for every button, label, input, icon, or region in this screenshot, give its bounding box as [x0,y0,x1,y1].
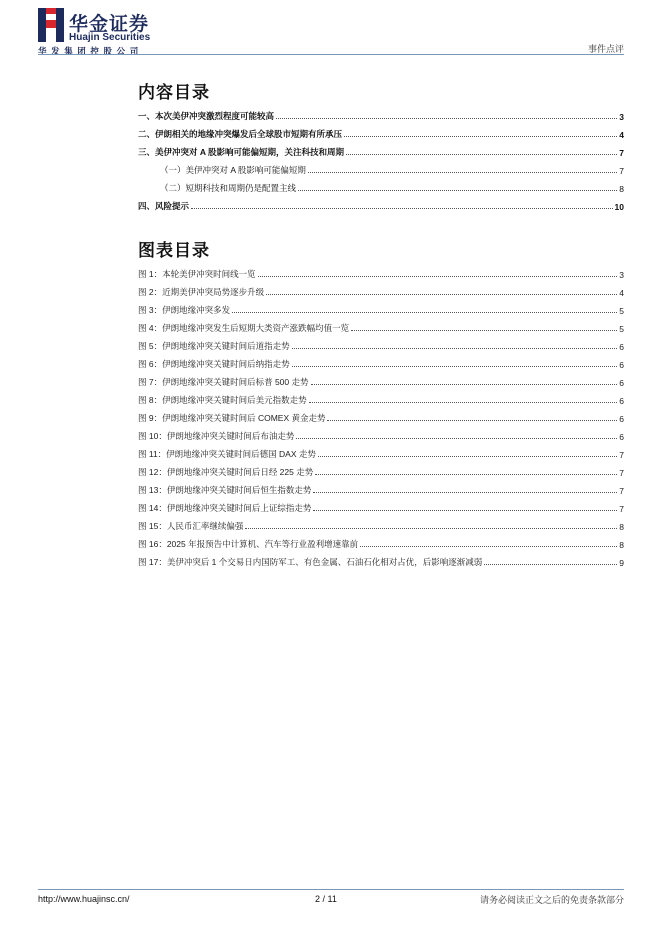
report-type-label: 事件点评 [587,44,624,54]
toc-entry-3-1[interactable] [160,162,624,176]
figure-entry-page: 5 [619,324,624,334]
toc-leader-dots [351,330,617,331]
figure-entry-page: 8 [619,540,624,550]
figure-entry-page: 6 [619,360,624,370]
footer-website-link[interactable]: http://www.huajinsc.cn/ [38,894,130,904]
page-header [0,0,662,60]
figure-entry-page: 6 [619,432,624,442]
logo-chinese-name: 华金证券 [69,14,150,35]
toc-entry-4[interactable] [138,198,624,212]
footer-divider [38,889,624,890]
toc-entry-page: 7 [619,166,624,176]
toc-leader-dots [346,154,617,155]
figure-entry-page: 6 [619,378,624,388]
toc-leader-dots [484,564,617,565]
figure-entry-label: 图 14：伊朗地缘冲突关键时间后上证综指走势 [138,503,312,513]
toc-leader-dots [313,510,617,511]
footer-disclaimer: 请务必阅读正文之后的免责条款部分 [479,895,624,905]
figure-entry-page: 6 [619,396,624,406]
figures-title: 图表目录 [138,241,210,260]
toc-leader-dots [266,294,617,295]
figure-entry-label: 图 16：2025 年报预告中计算机、汽车等行业盈利增速靠前 [138,539,359,549]
figure-entry-page: 7 [619,468,624,478]
figure-entry-2[interactable] [138,284,624,298]
toc-leader-dots [315,474,617,475]
toc-leader-dots [327,420,617,421]
figure-entry-label: 图 6：伊朗地缘冲突关键时间后纳指走势 [138,359,290,369]
figure-entry-13[interactable] [138,482,624,496]
figure-entry-page: 6 [619,414,624,424]
figure-entry-5[interactable] [138,338,624,352]
toc-entry-label: （一）美伊冲突对 A 股影响可能偏短期 [160,165,306,175]
figure-entry-16[interactable] [138,536,624,550]
toc-leader-dots [360,546,617,547]
toc-leader-dots [344,136,617,137]
figure-entry-label: 图 17：美伊冲突后 1 个交易日内国防军工、有色金属、石油石化相对占优，后影响逐渐减弱 [138,557,483,567]
toc-entry-2[interactable] [138,126,624,140]
toc-entry-label: （二）短期科技和周期仍是配置主线 [160,183,297,193]
figure-entry-page: 6 [619,342,624,352]
figure-entry-label: 图 1：本轮美伊冲突时间线一览 [138,269,256,279]
toc-leader-dots [298,190,617,191]
toc-entry-3-2[interactable] [160,180,624,194]
figure-entry-page: 4 [619,288,624,298]
toc-leader-dots [292,348,618,349]
figure-entry-3[interactable] [138,302,624,316]
company-logo [38,8,158,44]
huajin-logo-icon [38,8,64,42]
toc-leader-dots [313,492,617,493]
toc-leader-dots [308,172,617,173]
toc-entry-label: 三、美伊冲突对 A 股影响可能偏短期，关注科技和周期 [138,147,345,157]
toc-leader-dots [309,402,618,403]
figure-entry-11[interactable] [138,446,624,460]
figure-entry-label: 图 5：伊朗地缘冲突关键时间后道指走势 [138,341,290,351]
toc-entry-label: 四、风险提示 [138,201,190,211]
figure-entry-12[interactable] [138,464,624,478]
figure-entry-4[interactable] [138,320,624,334]
figure-entry-1[interactable] [138,266,624,280]
figure-entry-label: 图 12：伊朗地缘冲突关键时间后日经 225 走势 [138,467,314,477]
figure-entry-label: 图 10：伊朗地缘冲突关键时间后布油走势 [138,431,295,441]
figure-entry-label: 图 8：伊朗地缘冲突关键时间后美元指数走势 [138,395,307,405]
toc-entry-page: 4 [619,130,624,140]
toc-entry-1[interactable] [138,108,624,122]
figure-entry-label: 图 13：伊朗地缘冲突关键时间后恒生指数走势 [138,485,312,495]
figure-entry-10[interactable] [138,428,624,442]
figure-entry-page: 9 [619,558,624,568]
figure-entry-page: 3 [619,270,624,280]
figure-entry-page: 7 [619,486,624,496]
logo-english-name: Huajin Securities [69,32,151,43]
toc-leader-dots [311,384,618,385]
toc-leader-dots [258,276,618,277]
toc-entry-page: 3 [619,112,624,122]
figure-entry-page: 7 [619,450,624,460]
company-subtitle: 华发集团控股公司 [38,46,143,56]
figure-entry-9[interactable] [138,410,624,424]
toc-entry-label: 一、本次美伊冲突激烈程度可能较高 [138,111,275,121]
footer-page-number: 2 / 11 [315,894,337,904]
figure-entry-label: 图 7：伊朗地缘冲突关键时间后标普 500 走势 [138,377,309,387]
figure-entry-17[interactable] [138,554,624,568]
figure-entry-label: 图 4：伊朗地缘冲突发生后短期大类资产涨跌幅均值一览 [138,323,350,333]
toc-entry-page: 7 [619,148,624,158]
figure-entry-label: 图 11：伊朗地缘冲突关键时间后德国 DAX 走势 [138,449,316,459]
figure-entry-label: 图 15：人民币汇率继续偏强 [138,521,244,531]
toc-entry-3[interactable] [138,144,624,158]
figure-entry-label: 图 3：伊朗地缘冲突多发 [138,305,231,315]
figure-entry-page: 8 [619,522,624,532]
toc-title: 内容目录 [138,83,210,102]
figure-entry-8[interactable] [138,392,624,406]
toc-leader-dots [318,456,617,457]
figure-entry-page: 7 [619,504,624,514]
toc-entry-label: 二、伊朗相关的地缘冲突爆发后全球股市短期有所承压 [138,129,343,139]
toc-leader-dots [191,208,613,209]
toc-entry-page: 8 [619,184,624,194]
toc-leader-dots [296,438,617,439]
figure-entry-14[interactable] [138,500,624,514]
figure-entry-label: 图 9：伊朗地缘冲突关键时间后 COMEX 黄金走势 [138,413,326,423]
toc-leader-dots [276,118,617,119]
figure-entry-15[interactable] [138,518,624,532]
figure-entry-6[interactable] [138,356,624,370]
toc-leader-dots [232,312,617,313]
figure-entry-7[interactable] [138,374,624,388]
figure-entry-page: 5 [619,306,624,316]
toc-entry-page: 10 [614,202,624,212]
figure-entry-label: 图 2：近期美伊冲突局势逐步升级 [138,287,265,297]
toc-leader-dots [292,366,618,367]
toc-leader-dots [245,528,617,529]
header-divider [38,54,624,55]
